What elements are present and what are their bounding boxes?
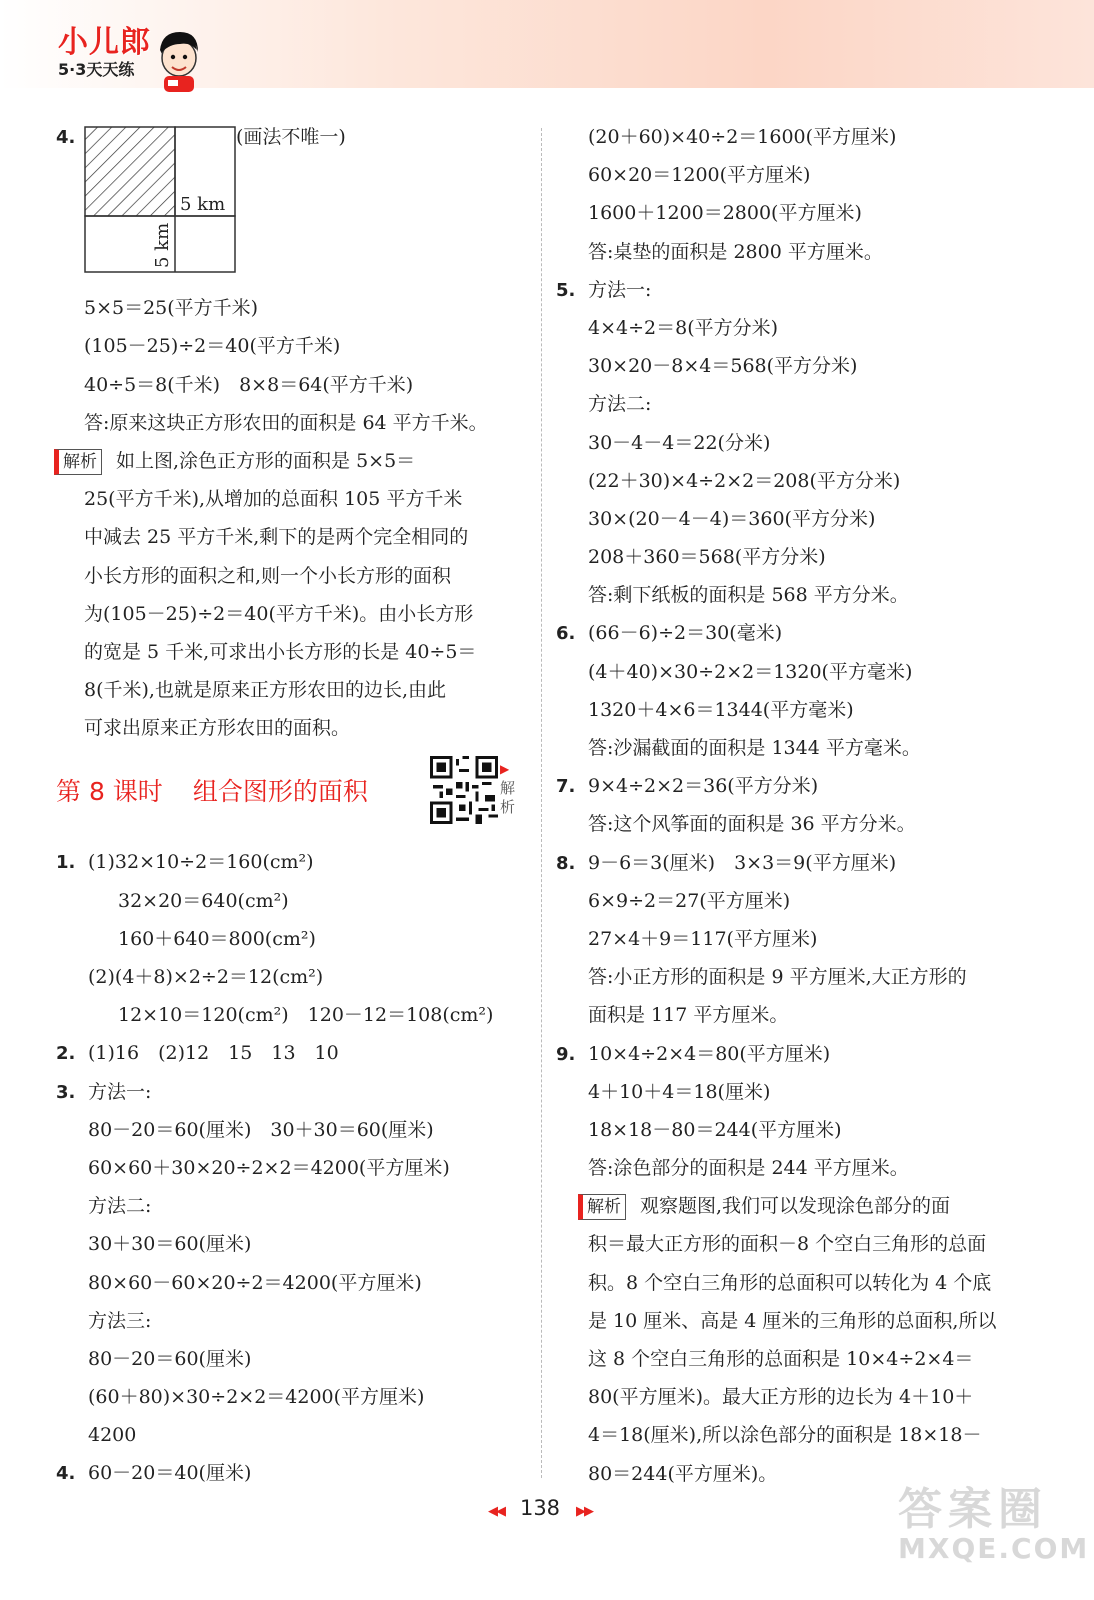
answer-text: 答:剩下纸板的面积是 568 平方分米。 bbox=[588, 584, 909, 607]
side-length-label: 5 km bbox=[152, 222, 173, 268]
answer-text: 1320＋4×6＝1344(平方毫米) bbox=[588, 698, 854, 721]
answer-text: 方法一: bbox=[88, 1080, 152, 1103]
answer-line bbox=[56, 1225, 526, 1263]
qr-label-text: 解析 bbox=[500, 779, 516, 816]
answer-line bbox=[556, 882, 1031, 920]
solution-line: 答:原来这块正方形农田的面积是 64 平方千米。 bbox=[84, 411, 488, 434]
answer-text: (1)32×10÷2＝160(cm²) bbox=[88, 851, 314, 874]
site-watermark bbox=[898, 1486, 1089, 1564]
answer-text: 60×60＋30×20÷2×2＝4200(平方厘米) bbox=[88, 1156, 450, 1179]
answer-text: 9－6＝3(厘米) 3×3＝9(平方厘米) bbox=[588, 851, 897, 874]
answer-line bbox=[556, 1073, 1031, 1111]
answer-text: 4200 bbox=[88, 1424, 137, 1447]
mascot-boy-icon bbox=[152, 28, 204, 94]
answer-line bbox=[56, 920, 526, 958]
answer-line bbox=[556, 958, 1031, 996]
answer-text: (66－6)÷2＝30(毫米) bbox=[588, 622, 783, 645]
answer-line bbox=[56, 1302, 526, 1340]
answer-line bbox=[556, 653, 1031, 691]
answer-line bbox=[556, 118, 1031, 156]
question-number: 4. bbox=[56, 1463, 76, 1485]
answer-text: 方法二: bbox=[88, 1195, 152, 1218]
answer-line bbox=[556, 920, 1031, 958]
lesson-heading bbox=[56, 772, 368, 808]
lesson-8-answers bbox=[56, 843, 526, 1492]
answer-text: 30－4－4＝22(分米) bbox=[588, 431, 771, 454]
question-number: 3. bbox=[56, 1081, 76, 1103]
answer-line bbox=[556, 996, 1031, 1034]
answer-line bbox=[56, 1111, 526, 1149]
top-length-label: 5 km bbox=[180, 194, 226, 215]
answer-text: 80×60－60×20÷2＝4200(平方厘米) bbox=[88, 1271, 422, 1294]
answer-line bbox=[556, 844, 1031, 882]
question-number: 2. bbox=[56, 1043, 76, 1065]
analysis-line: 可求出原来正方形农田的面积。 bbox=[84, 717, 351, 740]
question-4-solution bbox=[56, 289, 526, 442]
answer-text: 答:沙漏截面的面积是 1344 平方毫米。 bbox=[588, 737, 921, 759]
answer-text: 9×4÷2×2＝36(平方分米) bbox=[588, 775, 819, 798]
answer-line bbox=[556, 729, 1031, 767]
lesson-number: 第 8 课时 bbox=[56, 777, 163, 806]
question-number: 1. bbox=[56, 852, 76, 874]
solution-line: (105－25)÷2＝40(平方千米) bbox=[84, 335, 341, 358]
analysis-first-line bbox=[30, 442, 526, 480]
question-number: 8. bbox=[556, 852, 576, 874]
answer-line bbox=[556, 194, 1031, 232]
answer-text: 1600＋1200＝2800(平方厘米) bbox=[588, 202, 862, 225]
answer-line bbox=[556, 233, 1031, 271]
answer-line bbox=[56, 1454, 526, 1492]
brand-logo bbox=[58, 25, 151, 79]
answer-line bbox=[56, 843, 526, 881]
answer-text: 80－20＝60(厘米) 30＋30＝60(厘米) bbox=[88, 1118, 434, 1141]
answer-line bbox=[556, 614, 1031, 652]
answer-text: 方法二: bbox=[588, 393, 652, 416]
answer-line bbox=[56, 1149, 526, 1187]
question-number: 9. bbox=[556, 1043, 576, 1065]
logo-text: 小儿郎 bbox=[58, 25, 151, 60]
analysis-line: 积＝最大正方形的面积－8 个空白三角形的总面 bbox=[588, 1233, 987, 1256]
answer-line bbox=[556, 767, 1031, 805]
answer-line bbox=[56, 1416, 526, 1454]
right-column bbox=[556, 118, 1031, 1493]
question-number: 7. bbox=[556, 776, 576, 798]
analysis-first-line bbox=[554, 1187, 1031, 1225]
analysis-line: 80＝244(平方厘米)。 bbox=[588, 1462, 778, 1485]
answer-line bbox=[56, 1264, 526, 1302]
answer-text: 答:这个风筝面的面积是 36 平方分米。 bbox=[588, 813, 916, 836]
solution-line: 40÷5＝8(千米) 8×8＝64(平方千米) bbox=[84, 373, 414, 396]
question-number: 5. bbox=[556, 279, 576, 301]
watermark-url: MXQE.COM bbox=[898, 1532, 1090, 1565]
answer-text: 208＋360＝568(平方分米) bbox=[588, 546, 826, 569]
answer-text: 27×4＋9＝117(平方厘米) bbox=[588, 927, 818, 950]
solution-line: 5×5＝25(平方千米) bbox=[84, 297, 259, 320]
answer-text: 18×18－80＝244(平方厘米) bbox=[588, 1118, 842, 1141]
answer-text: 30×(20－4－4)＝360(平方分米) bbox=[588, 507, 876, 530]
answer-text: 32×20＝640(cm²) bbox=[118, 889, 289, 912]
answer-text: 160＋640＝800(cm²) bbox=[118, 927, 316, 950]
answer-line bbox=[556, 462, 1031, 500]
answer-line bbox=[556, 156, 1031, 194]
answer-text: 30＋30＝60(厘米) bbox=[88, 1233, 252, 1256]
analysis-line: 积。8 个空白三角形的总面积可以转化为 4 个底 bbox=[588, 1271, 992, 1294]
analysis-line: 4＝18(厘米),所以涂色部分的面积是 18×18－ bbox=[588, 1424, 982, 1447]
answer-text: 答:桌垫的面积是 2800 平方厘米。 bbox=[588, 240, 883, 263]
answer-line bbox=[556, 424, 1031, 462]
answer-text: (4＋40)×30÷2×2＝1320(平方毫米) bbox=[588, 660, 913, 683]
answer-line bbox=[56, 1187, 526, 1225]
analysis-text: 如上图,涂色正方形的面积是 5×5＝ bbox=[116, 449, 416, 472]
analysis-line: 8(千米),也就是原来正方形农田的边长,由此 bbox=[84, 679, 446, 702]
answer-text: (20＋60)×40÷2＝1600(平方厘米) bbox=[588, 126, 897, 148]
answer-line bbox=[556, 576, 1031, 614]
logo-subtext: 5·3天天练 bbox=[58, 60, 135, 79]
question-number: 6. bbox=[556, 623, 576, 645]
column-divider bbox=[541, 128, 542, 1478]
analysis-text: 观察题图,我们可以发现涂色部分的面 bbox=[640, 1195, 951, 1218]
answer-line bbox=[56, 1073, 526, 1111]
next-page-icon[interactable]: ▶▶ bbox=[576, 1504, 593, 1519]
answer-line bbox=[556, 309, 1031, 347]
page-number: 138 bbox=[519, 1496, 561, 1520]
analysis-tag: 解析 bbox=[54, 449, 102, 475]
answer-text: 6×9÷2＝27(平方厘米) bbox=[588, 889, 791, 912]
analysis-line: 25(平方千米),从增加的总面积 105 平方千米 bbox=[84, 488, 463, 511]
answer-text: 答:小正方形的面积是 9 平方厘米,大正方形的 bbox=[588, 966, 967, 989]
answer-text: (60＋80)×30÷2×2＝4200(平方厘米) bbox=[88, 1386, 425, 1409]
answer-line bbox=[556, 500, 1031, 538]
analysis-line: 小长方形的面积之和,则一个小长方形的面积 bbox=[84, 564, 452, 587]
question-4-header bbox=[56, 118, 526, 156]
right-answers bbox=[556, 118, 1031, 1187]
answer-line bbox=[56, 1034, 526, 1072]
answer-line bbox=[556, 1149, 1031, 1187]
answer-text: 12×10＝120(cm²) 120－12＝108(cm²) bbox=[118, 1004, 494, 1027]
analysis-line: 为(105－25)÷2＝40(平方千米)。由小长方形 bbox=[84, 602, 474, 625]
answer-line bbox=[556, 347, 1031, 385]
figure-note: (画法不唯一) bbox=[236, 126, 346, 148]
analysis-line: 80(平方厘米)。最大正方形的边长为 4＋10＋ bbox=[588, 1386, 974, 1409]
answer-text: 面积是 117 平方厘米。 bbox=[588, 1004, 789, 1027]
analysis-line: 是 10 厘米、高是 4 厘米的三角形的总面积,所以 bbox=[588, 1309, 997, 1332]
answer-text: 80－20＝60(厘米) bbox=[88, 1347, 252, 1370]
answer-line bbox=[56, 882, 526, 920]
answer-text: 4＋10＋4＝18(厘米) bbox=[588, 1080, 771, 1103]
answer-text: 10×4÷2×4＝80(平方厘米) bbox=[588, 1042, 831, 1065]
watermark-title: 答案圈 bbox=[898, 1484, 1048, 1535]
play-icon: ▶ bbox=[500, 762, 510, 776]
answer-text: 方法三: bbox=[88, 1309, 152, 1332]
answer-text: 60－20＝40(厘米) bbox=[88, 1462, 252, 1485]
analysis-line: 中减去 25 平方千米,剩下的是两个完全相同的 bbox=[84, 526, 469, 549]
answer-line bbox=[556, 385, 1031, 423]
lesson-title: 组合图形的面积 bbox=[192, 777, 368, 806]
prev-page-icon[interactable]: ◀◀ bbox=[487, 1504, 504, 1519]
analysis-line: 的宽是 5 千米,可求出小长方形的长是 40÷5＝ bbox=[84, 640, 477, 663]
answer-text: (2)(4＋8)×2÷2＝12(cm²) bbox=[88, 966, 324, 988]
answer-line bbox=[556, 691, 1031, 729]
answer-text: 60×20＝1200(平方厘米) bbox=[588, 164, 811, 187]
answer-line bbox=[56, 958, 526, 996]
answer-line bbox=[56, 1378, 526, 1416]
answer-line bbox=[56, 996, 526, 1034]
answer-text: 4×4÷2＝8(平方分米) bbox=[588, 316, 779, 339]
analysis-body bbox=[556, 1225, 1031, 1492]
answer-text: 方法一: bbox=[588, 278, 652, 301]
answer-line bbox=[556, 271, 1031, 309]
qr-label bbox=[500, 760, 520, 817]
answer-line bbox=[556, 1111, 1031, 1149]
answer-text: (22＋30)×4÷2×2＝208(平方分米) bbox=[588, 469, 901, 492]
analysis-body bbox=[56, 480, 526, 747]
answer-line bbox=[556, 538, 1031, 576]
answer-line bbox=[556, 805, 1031, 843]
answer-line bbox=[556, 1035, 1031, 1073]
answer-text: 30×20－8×4＝568(平方分米) bbox=[588, 355, 858, 378]
answer-text: (1)16 (2)12 15 13 10 bbox=[88, 1042, 339, 1065]
answer-text: 答:涂色部分的面积是 244 平方厘米。 bbox=[588, 1157, 909, 1180]
qr-code-icon[interactable] bbox=[430, 756, 498, 824]
analysis-line: 这 8 个空白三角形的总面积是 10×4÷2×4＝ bbox=[588, 1348, 974, 1370]
question-number: 4. bbox=[56, 127, 76, 148]
answer-line bbox=[56, 1340, 526, 1378]
analysis-tag: 解析 bbox=[578, 1194, 626, 1220]
